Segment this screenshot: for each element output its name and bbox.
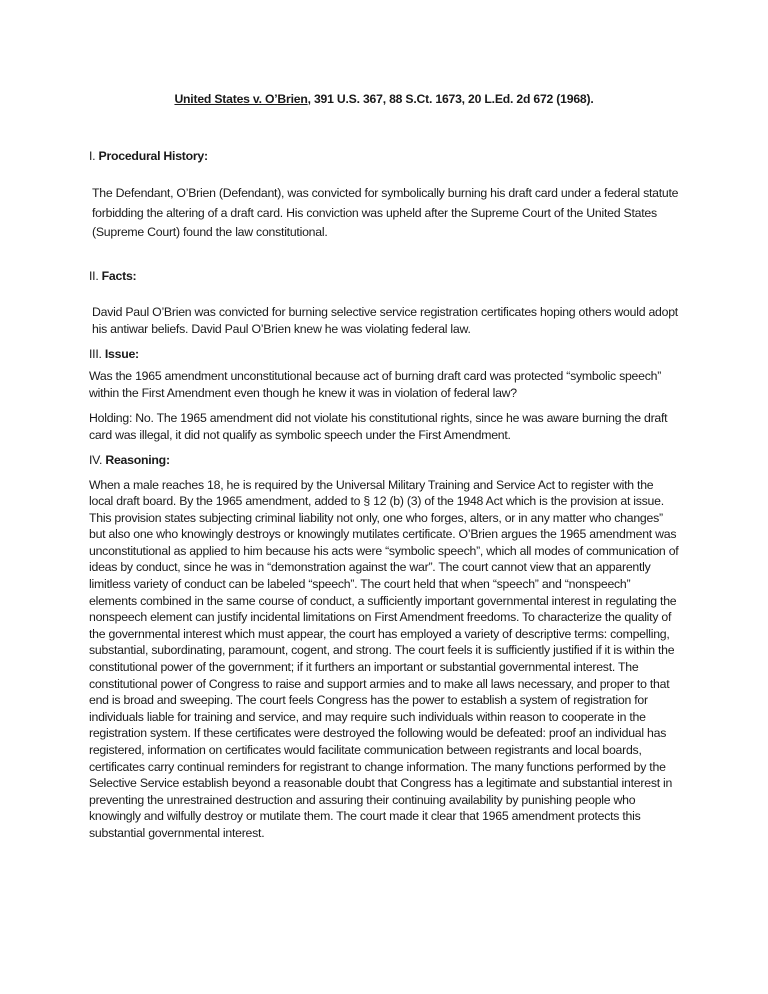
facts-text: David Paul O’Brien was convicted for burning selective service registration certificates hoping others would adopt his antiwar beliefs. David Paul O’Brien knew he was violating federal law. bbox=[92, 304, 678, 336]
section-number: IV. bbox=[89, 452, 106, 467]
procedural-history-heading bbox=[89, 148, 679, 165]
case-citation: , 391 U.S. 367, 88 S.Ct. 1673, 20 L.Ed. 2d 672 (1968). bbox=[307, 92, 594, 106]
section-label: Reasoning: bbox=[105, 452, 170, 467]
facts-heading bbox=[89, 268, 679, 285]
section-number: I. bbox=[89, 149, 99, 163]
section-label: Facts: bbox=[101, 268, 137, 283]
section-label: Procedural History: bbox=[98, 149, 208, 163]
section-label: Issue: bbox=[104, 346, 139, 361]
case-title bbox=[90, 92, 678, 106]
document-body bbox=[89, 148, 679, 842]
section-number: II. bbox=[89, 268, 102, 283]
reasoning-heading bbox=[89, 452, 679, 469]
procedural-history-text: The Defendant, O’Brien (Defendant), was convicted for symbolically burning his draft card under a federal statute forbidding the altering of a draft card. His conviction was upheld after the Supreme Court of the United States (Supreme Court) found the law constitutional. bbox=[92, 186, 679, 239]
case-name: United States v. O’Brien bbox=[174, 92, 308, 106]
reasoning-text: When a male reaches 18, he is required by the Universal Military Training and Service Act to register with the local draft board. By the 1965 amendment, added to § 12 (b) (3) of the 1948 Act which is the provision at issue. This provision states subjecting criminal liability not only, one who forges, alters, or in any matter who changes” but also one who knowingly destroys or knowingly mutilates certificate. O’Brien argues the 1965 amendment was unconstitutional as applied to him because his acts were “symbolic speech”, which all modes of communication of ideas by conduct, since he was in “demonstration against the war”. The court cannot view that an apparently limitless variety of conduct can be labeled “speech”. The court held that when “speech” and “nonspeech” elements combined in the same course of conduct, a sufficiently important governmental interest in regulating the nonspeech element can justify incidental limitations on First Amendment freedoms. To characterize the quality of the governmental interest which must appear, the court has employed a variety of descriptive terms: compelling, substantial, subordinating, paramount, cogent, and strong. The court feels it is sufficiently justified if it is within the constitutional power of the government; if it furthers an important or substantial governmental interest. The constitutional power of Congress to raise and support armies and to make all laws necessary, and proper to that end is broad and sweeping. The court feels Congress has the power to establish a system of registration for individuals liable for training and service, and may require such individuals within reason to cooperate in the registration system. If these certificates were destroyed the following would be defeated: proof an individual has registered, information on certificates would facilitate communication between registrants and local boards, certificates carry continual reminders for registrant to change information. The many functions performed by the Selective Service establish beyond a reasonable doubt that Congress has a legitimate and substantial interest in preventing the unrestrained destruction and assuring their continuing availability by punishing people who knowingly and wilfully destroy or mutilate them. The court made it clear that 1965 amendment protects this substantial governmental interest. bbox=[89, 477, 679, 840]
holding-text: Holding: No. The 1965 amendment did not violate his constitutional rights, since he was aware burning the draft card was illegal, it did not qualify as symbolic speech under the First Amendment. bbox=[89, 410, 668, 442]
issue-heading bbox=[89, 346, 679, 363]
section-number: III. bbox=[89, 346, 105, 361]
issue-text: Was the 1965 amendment unconstitutional because act of burning draft card was protected “symbolic speech” within the First Amendment even though he knew it was in violation of federal law? bbox=[89, 368, 662, 400]
